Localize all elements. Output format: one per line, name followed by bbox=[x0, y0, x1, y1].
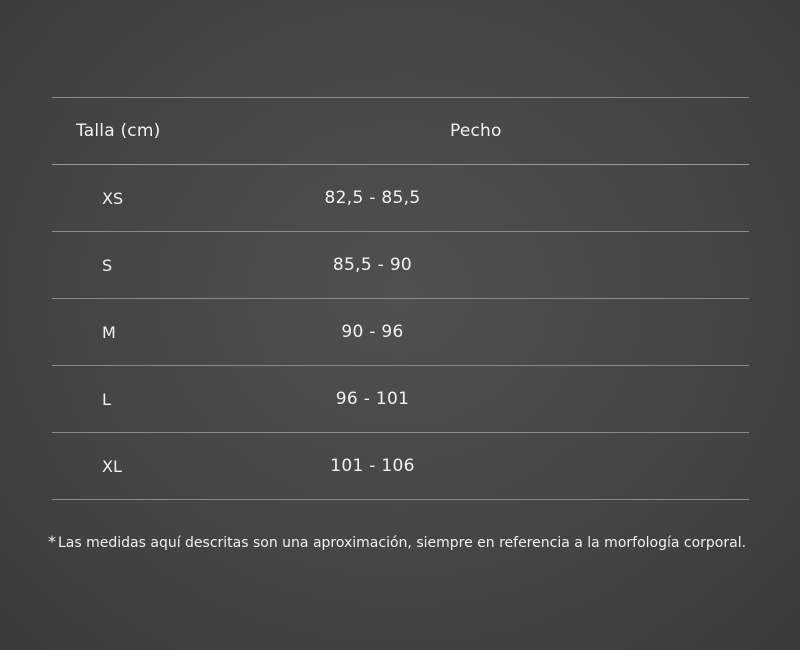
size-cell: XL bbox=[102, 456, 122, 476]
size-cell: M bbox=[102, 322, 116, 342]
table-row bbox=[52, 299, 749, 366]
size-chart-table bbox=[52, 97, 749, 500]
footnote bbox=[48, 532, 768, 551]
size-cell: S bbox=[102, 255, 113, 275]
table-row bbox=[52, 232, 749, 299]
footnote-text: Las medidas aquí descritas son una aproximación, siempre en referencia a la morfología corporal. bbox=[58, 535, 747, 551]
chest-cell: 90 - 96 bbox=[341, 322, 404, 342]
table-row bbox=[52, 165, 749, 232]
table-row bbox=[52, 433, 749, 500]
chest-cell: 96 - 101 bbox=[335, 389, 410, 409]
chest-cell: 85,5 - 90 bbox=[332, 255, 413, 275]
chest-cell: 82,5 - 85,5 bbox=[324, 188, 421, 208]
size-cell: L bbox=[102, 389, 111, 409]
chest-cell: 101 - 106 bbox=[330, 456, 415, 476]
footnote-marker: * bbox=[48, 532, 56, 551]
table-row bbox=[52, 366, 749, 433]
header-size: Talla (cm) bbox=[76, 121, 161, 141]
size-cell: XS bbox=[102, 188, 124, 208]
table-header-row bbox=[52, 98, 749, 165]
header-chest: Pecho bbox=[450, 121, 502, 141]
